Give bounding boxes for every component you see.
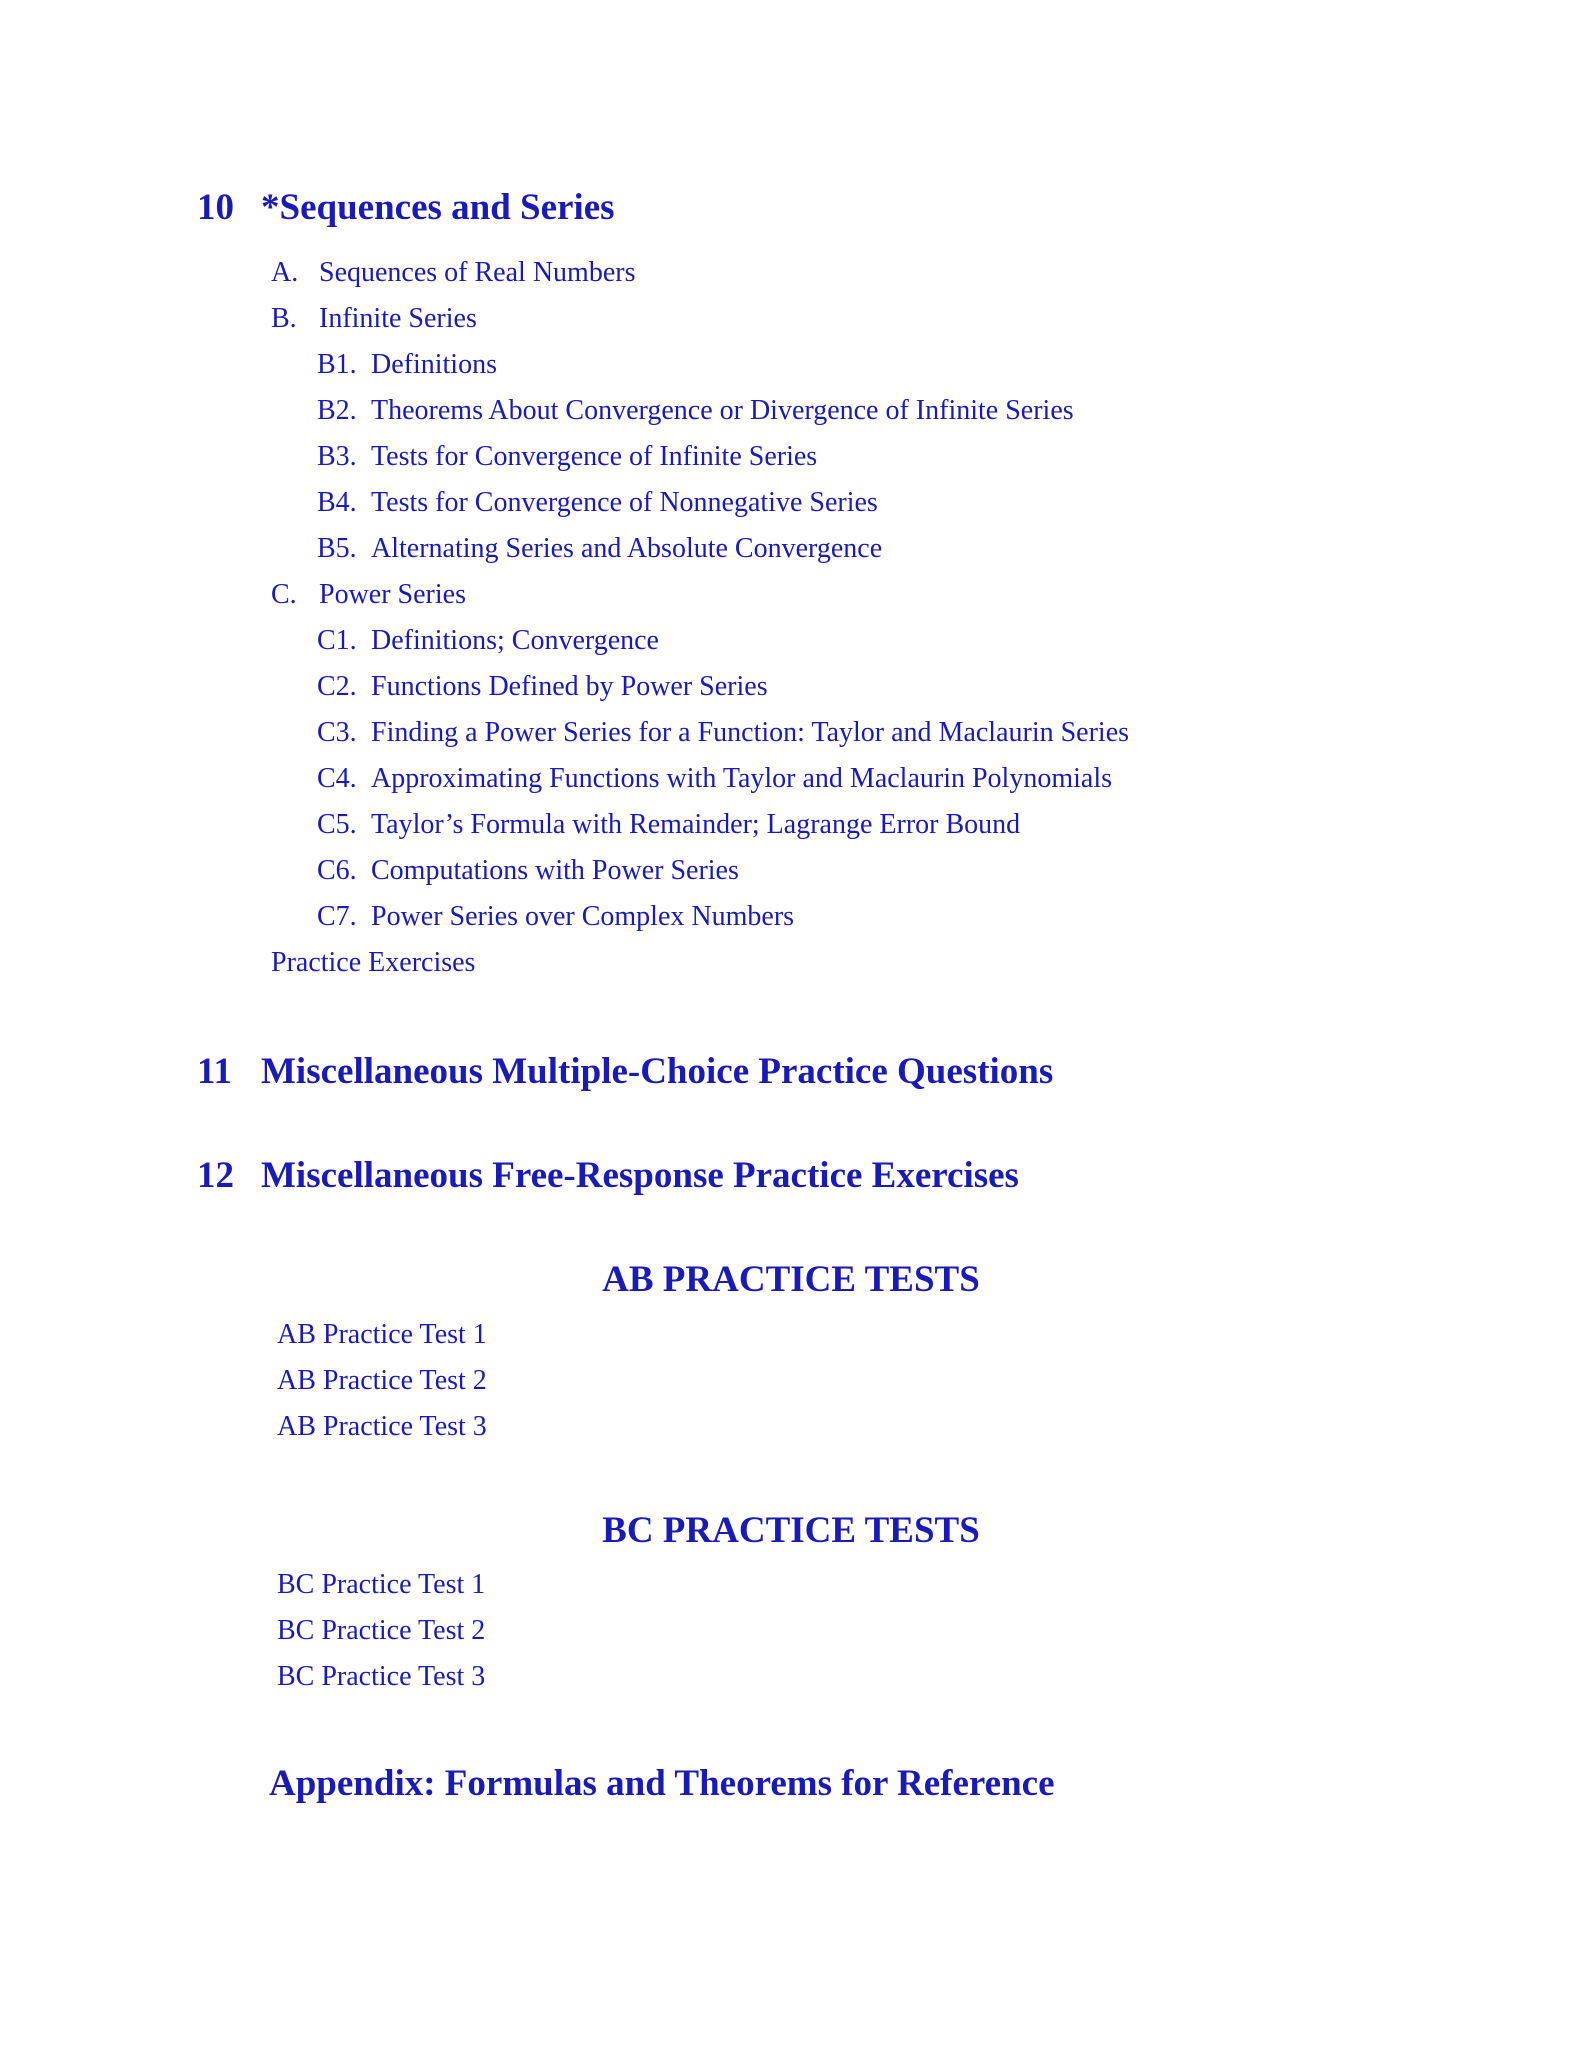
chapter-title: Miscellaneous Free-Response Practice Exercises [261, 1155, 1019, 1196]
toc-item-c3-taylor-maclaurin-series[interactable] [317, 716, 1129, 750]
bc-practice-test-1-link[interactable]: BC Practice Test 1 [277, 1569, 486, 1600]
toc-item-marker: C5. [317, 809, 357, 840]
chapter-title: Miscellaneous Multiple-Choice Practice Questions [261, 1051, 1054, 1092]
toc-item-c5-taylors-formula[interactable] [317, 808, 1020, 842]
toc-item-practice-exercises[interactable] [271, 946, 475, 980]
toc-item-marker: A. [271, 257, 299, 288]
toc-item-label: Computations with Power Series [371, 855, 739, 886]
toc-item-marker: B2. [317, 395, 357, 426]
toc-item-label: Power Series over Complex Numbers [371, 901, 795, 932]
chapter-number: 12 [197, 1155, 234, 1196]
toc-item-label: Definitions [371, 349, 497, 380]
toc-item-label: Alternating Series and Absolute Convergence [371, 533, 883, 564]
toc-item-marker: B. [271, 303, 297, 334]
toc-item-marker: B3. [317, 441, 357, 472]
toc-item-label: Power Series [319, 579, 466, 610]
chapter-title: *Sequences and Series [261, 187, 615, 228]
toc-item-label: Taylor’s Formula with Remainder; Lagrange Error Bound [371, 809, 1021, 840]
chapter-12-heading[interactable] [197, 1154, 1019, 1198]
appendix-heading[interactable]: Appendix: Formulas and Theorems for Reference [269, 1763, 1055, 1804]
toc-item-marker: C2. [317, 671, 357, 702]
ab-practice-test-2-link[interactable]: AB Practice Test 2 [277, 1365, 487, 1396]
toc-item-c2-functions-defined[interactable] [317, 670, 768, 704]
toc-item-marker: C1. [317, 625, 357, 656]
toc-item-b4-nonnegative-series[interactable] [317, 486, 878, 520]
chapter-number: 11 [197, 1051, 232, 1092]
toc-item-marker: B1. [317, 349, 357, 380]
toc-item-marker: C6. [317, 855, 357, 886]
toc-item-label: Definitions; Convergence [371, 625, 659, 656]
toc-item-power-series[interactable] [271, 578, 466, 612]
chapter-10-heading[interactable] [197, 186, 615, 230]
toc-item-marker: C3. [317, 717, 357, 748]
ab-practice-test-1-link[interactable]: AB Practice Test 1 [277, 1319, 487, 1350]
toc-item-b5-alternating-series[interactable] [317, 532, 882, 566]
toc-item-marker: C. [271, 579, 297, 610]
chapter-number: 10 [197, 187, 234, 228]
toc-item-marker: C4. [317, 763, 357, 794]
bc-practice-tests-heading: BC PRACTICE TESTS [602, 1510, 980, 1551]
toc-item-label: Sequences of Real Numbers [319, 257, 636, 288]
toc-item-b2-theorems[interactable] [317, 394, 1074, 428]
toc-item-sequences-of-real-numbers[interactable] [271, 256, 635, 290]
ab-practice-tests-heading: AB PRACTICE TESTS [602, 1259, 980, 1300]
ab-practice-test-3-link[interactable]: AB Practice Test 3 [277, 1411, 487, 1442]
toc-item-label: Practice Exercises [271, 947, 476, 978]
toc-item-label: Finding a Power Series for a Function: Taylor and Maclaurin Series [371, 717, 1130, 748]
chapter-11-heading[interactable] [197, 1050, 1053, 1094]
toc-item-marker: B5. [317, 533, 357, 564]
toc-item-label: Approximating Functions with Taylor and Maclaurin Polynomials [371, 763, 1113, 794]
toc-item-c4-approximating-functions[interactable] [317, 762, 1112, 796]
toc-item-label: Tests for Convergence of Nonnegative Series [371, 487, 878, 518]
toc-item-marker: B4. [317, 487, 357, 518]
toc-item-b3-tests-convergence[interactable] [317, 440, 817, 474]
toc-item-marker: C7. [317, 901, 357, 932]
toc-item-label: Tests for Convergence of Infinite Series [371, 441, 818, 472]
bc-practice-test-3-link[interactable]: BC Practice Test 3 [277, 1661, 486, 1692]
toc-item-infinite-series[interactable] [271, 302, 477, 336]
toc-item-b1-definitions[interactable] [317, 348, 497, 382]
toc-item-c6-computations[interactable] [317, 854, 739, 888]
toc-item-label: Theorems About Convergence or Divergence of Infinite Series [371, 395, 1074, 426]
toc-item-c7-complex-numbers[interactable] [317, 900, 794, 934]
toc-item-label: Infinite Series [319, 303, 477, 334]
bc-practice-test-2-link[interactable]: BC Practice Test 2 [277, 1615, 486, 1646]
toc-item-label: Functions Defined by Power Series [371, 671, 768, 702]
toc-item-c1-definitions-convergence[interactable] [317, 624, 659, 658]
